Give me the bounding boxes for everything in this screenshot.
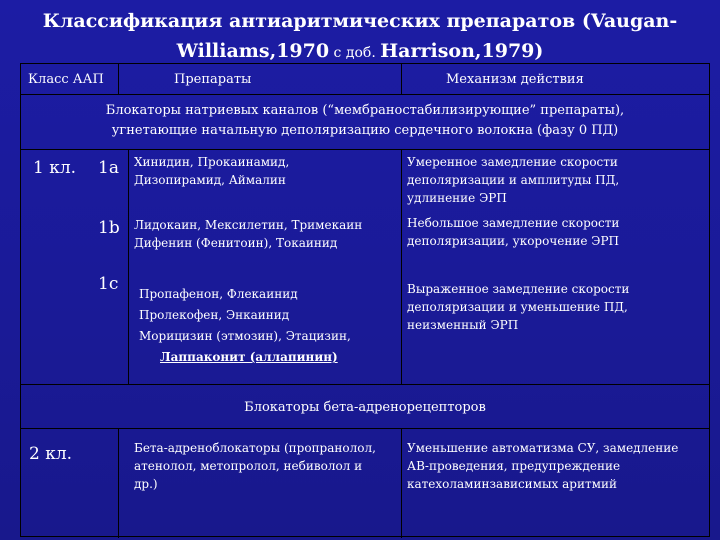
class1b-label: 1b — [98, 218, 120, 238]
page-title — [30, 6, 690, 68]
title-conjunction: с доб. — [329, 45, 381, 61]
sodium-line-1: Блокаторы натриевых каналов (“мембраностабилизирующие” препараты), — [105, 103, 625, 118]
class1a-drug-line: Дизопирамид, Аймалин — [134, 173, 286, 187]
header-mechanism: Механизм действия — [446, 72, 584, 87]
header-divider — [21, 94, 709, 95]
beta-section-title: Блокаторы бета-адренорецепторов — [244, 400, 486, 415]
class1a-mechanism-line: Умеренное замедление скорости — [407, 155, 618, 169]
sodium-section-title — [21, 101, 709, 141]
beta-section-divider — [21, 428, 709, 429]
class2-drugs — [134, 439, 376, 493]
title-authors: Williams,1970 — [176, 40, 330, 62]
class1c-drug-line: Пролекофен, Энкаинид — [139, 308, 290, 322]
class1c-drug-line: Морицизин (этмозин), Этацизин, — [139, 329, 351, 343]
sodium-section-divider — [21, 149, 709, 150]
class1b-mechanism — [407, 214, 619, 250]
class1b-drugs — [134, 216, 362, 252]
class1c-drug-highlight: Лаппаконит (аллапинин) — [160, 350, 338, 364]
class1b-mechanism-line: Небольшое замедление скорости — [407, 216, 620, 230]
class1c-drug-line: Пропафенон, Флекаинид — [139, 287, 298, 301]
class2-drug-line: др.) — [134, 477, 158, 491]
title-line-1: Классификация антиаритмических препаратов (Vaugan- — [42, 10, 678, 32]
class1c-label: 1c — [98, 274, 119, 294]
class1a-drugs — [134, 153, 289, 189]
sodium-line-2: угнетающие начальную деполяризацию сердечного волокна (фазу 0 ПД) — [111, 123, 619, 138]
class1c-mechanism-line: Выраженное замедление скорости — [407, 282, 630, 296]
class2-drug-line: Бета-адреноблокаторы (пропранолол, — [134, 441, 376, 455]
class2-mechanism-line: катехоламинзависимых аритмий — [407, 477, 617, 491]
class1-bottom-divider — [21, 384, 709, 385]
class1-label: 1 кл. — [33, 158, 77, 178]
header-col-divider-1 — [118, 64, 119, 94]
class1b-mechanism-line: деполяризации, укорочение ЭРП — [407, 234, 619, 248]
class1b-drug-line: Лидокаин, Мексилетин, Тримекаин — [134, 218, 363, 232]
class1-col-divider-2 — [401, 149, 402, 385]
header-col-divider-2 — [401, 64, 402, 94]
class1c-mechanism-line: неизменный ЭРП — [407, 318, 519, 332]
classification-table — [20, 63, 710, 537]
class1a-label: 1a — [98, 158, 119, 178]
class1b-drug-line: Дифенин (Фенитоин), Токаинид — [134, 236, 338, 250]
class2-label: 2 кл. — [29, 444, 73, 464]
class1a-mechanism-line: удлинение ЭРП — [407, 191, 507, 205]
class1a-mechanism — [407, 153, 619, 207]
header-class: Класс ААП — [28, 72, 104, 87]
class2-mechanism-line: АВ-проведения, предупреждение — [407, 459, 621, 473]
class2-mechanism — [407, 439, 678, 493]
class1c-drugs — [139, 284, 351, 368]
class2-drug-line: атенолол, метопролол, небиволол и — [134, 459, 363, 473]
class1a-drug-line: Хинидин, Прокаинамид, — [134, 155, 290, 169]
class1a-mechanism-line: деполяризации и амплитуды ПД, — [407, 173, 620, 187]
title-authors-end: Harrison,1979) — [380, 40, 544, 62]
class1c-mechanism — [407, 280, 629, 334]
class2-col-divider-2 — [401, 428, 402, 538]
header-drugs: Препараты — [174, 72, 252, 87]
class2-col-divider-1 — [118, 428, 119, 538]
class1c-mechanism-line: деполяризации и уменьшение ПД, — [407, 300, 628, 314]
class2-mechanism-line: Уменьшение автоматизма СУ, замедление — [407, 441, 679, 455]
class1-col-divider-1 — [128, 149, 129, 385]
